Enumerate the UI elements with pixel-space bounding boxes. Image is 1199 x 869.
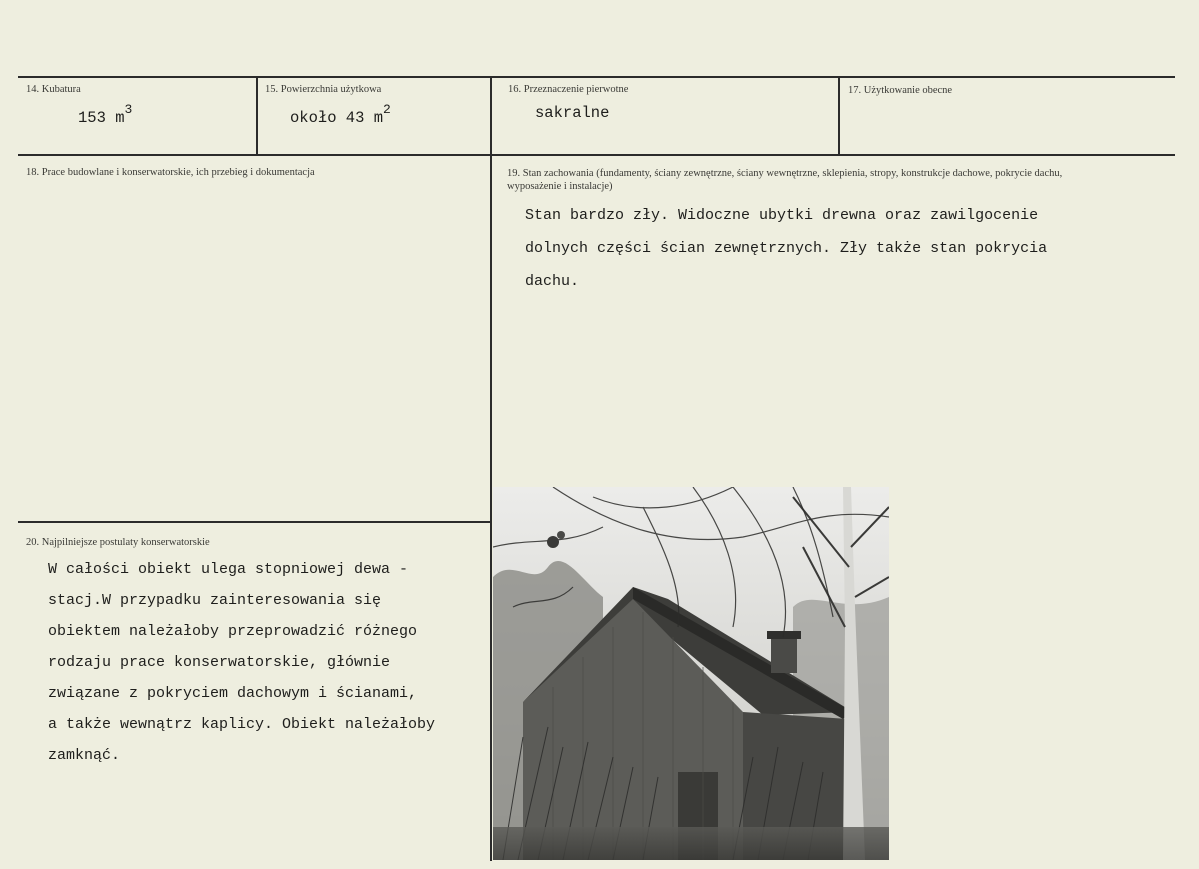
field-19-label: 19. Stan zachowania (fundamenty, ściany zewnętrzne, ściany wewnętrzne, sklepienia, stropy, konstrukcje dachowe, pokrycie dachu, wyposażenie i instalacje) <box>507 168 1063 192</box>
postulate-line: a także wewnątrz kaplicy. Obiekt należałoby <box>48 716 436 733</box>
field-20-label: 20. Najpilniejsze postulaty konserwatorskie <box>26 537 210 548</box>
postulate-line: stacj.W przypadku zainteresowania się <box>48 592 382 609</box>
rule-row3 <box>18 521 490 523</box>
divider-14-15 <box>256 76 258 155</box>
rule-row2 <box>18 154 1175 156</box>
field-20-text <box>48 554 435 771</box>
photo-drawing <box>493 487 889 860</box>
condition-line: Stan bardzo zły. Widoczne ubytki drewna oraz zawilgocenie <box>525 207 1039 224</box>
postulate-line: obiektem należałoby przeprowadzić różnego <box>48 623 418 640</box>
postulate-line: rodzaju prace konserwatorskie, głównie <box>48 654 391 671</box>
field-18-label: 18. Prace budowlane i konserwatorskie, ich przebieg i dokumentacja <box>26 167 315 178</box>
field-16-label: 16. Przeznaczenie pierwotne <box>508 84 629 95</box>
kubatura-exponent: 3 <box>124 102 133 117</box>
chapel-photograph <box>493 487 889 860</box>
field-14-value <box>78 102 133 128</box>
field-15-label: 15. Powierzchnia użytkowa <box>265 84 382 95</box>
condition-line: dachu. <box>525 273 580 290</box>
field-17-label: 17. Użytkowanie obecne <box>848 85 953 96</box>
postulate-line: W całości obiekt ulega stopniowej dewa - <box>48 561 409 578</box>
condition-line: dolnych części ścian zewnętrznych. Zły także stan pokrycia <box>525 240 1048 257</box>
divider-16-17 <box>838 76 840 155</box>
divider-15-16 <box>490 76 492 861</box>
postulate-line: związane z pokryciem dachowym i ścianami, <box>48 685 418 702</box>
field-14-label: 14. Kubatura <box>26 84 81 95</box>
kubatura-value: 153 m <box>78 109 125 128</box>
field-19-text <box>525 199 1047 298</box>
rule-top <box>18 76 1175 78</box>
area-value: około 43 m <box>290 109 384 128</box>
area-exponent: 2 <box>383 102 391 117</box>
field-15-value <box>290 102 391 128</box>
field-16-value: sakralne <box>535 104 610 122</box>
postulate-line: zamknąć. <box>48 747 121 764</box>
